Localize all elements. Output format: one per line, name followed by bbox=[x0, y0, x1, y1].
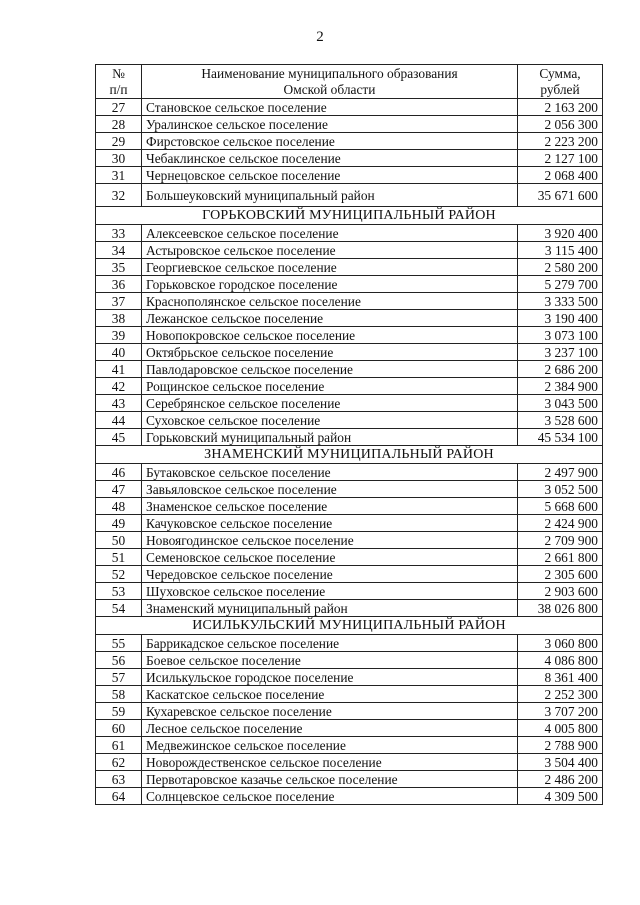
table-row bbox=[96, 259, 603, 276]
row-number: 61 bbox=[96, 737, 142, 754]
amount: 3 052 500 bbox=[518, 481, 603, 498]
municipality-name: Краснополянское сельское поселение bbox=[142, 293, 518, 310]
row-number: 47 bbox=[96, 481, 142, 498]
row-number: 62 bbox=[96, 754, 142, 771]
row-number: 41 bbox=[96, 361, 142, 378]
table-row bbox=[96, 361, 603, 378]
amount: 35 671 600 bbox=[518, 184, 603, 207]
table-row bbox=[96, 635, 603, 652]
amount: 2 686 200 bbox=[518, 361, 603, 378]
row-number: 40 bbox=[96, 344, 142, 361]
page-number: 2 bbox=[316, 29, 324, 45]
amount: 3 060 800 bbox=[518, 635, 603, 652]
table-row bbox=[96, 600, 603, 617]
municipality-name: Знаменское сельское поселение bbox=[142, 498, 518, 515]
municipality-name: Новорождественское сельское поселение bbox=[142, 754, 518, 771]
amount: 3 190 400 bbox=[518, 310, 603, 327]
table-row bbox=[96, 116, 603, 133]
row-number: 51 bbox=[96, 549, 142, 566]
municipality-name: Суховское сельское поселение bbox=[142, 412, 518, 429]
amount: 45 534 100 bbox=[518, 429, 603, 446]
row-number: 36 bbox=[96, 276, 142, 293]
row-number: 43 bbox=[96, 395, 142, 412]
row-number: 57 bbox=[96, 669, 142, 686]
municipality-name: Новопокровское сельское поселение bbox=[142, 327, 518, 344]
municipality-name: Завьяловское сельское поселение bbox=[142, 481, 518, 498]
table-row bbox=[96, 276, 603, 293]
table-row bbox=[96, 754, 603, 771]
table-row bbox=[96, 378, 603, 395]
municipality-name: Уралинское сельское поселение bbox=[142, 116, 518, 133]
row-number: 63 bbox=[96, 771, 142, 788]
amount: 2 788 900 bbox=[518, 737, 603, 754]
amount: 5 668 600 bbox=[518, 498, 603, 515]
section-title: ЗНАМЕНСКИЙ МУНИЦИПАЛЬНЫЙ РАЙОН bbox=[96, 446, 603, 464]
amount: 2 163 200 bbox=[518, 99, 603, 116]
municipality-name: Новоягодинское сельское поселение bbox=[142, 532, 518, 549]
amount: 3 333 500 bbox=[518, 293, 603, 310]
municipality-name: Баррикадское сельское поселение bbox=[142, 635, 518, 652]
amount: 2 486 200 bbox=[518, 771, 603, 788]
row-number: 33 bbox=[96, 225, 142, 242]
municipality-name: Бутаковское сельское поселение bbox=[142, 464, 518, 481]
municipality-name: Первотаровское казачье сельское поселение bbox=[142, 771, 518, 788]
amount: 2 661 800 bbox=[518, 549, 603, 566]
amount: 3 707 200 bbox=[518, 703, 603, 720]
row-number: 52 bbox=[96, 566, 142, 583]
amount: 2 056 300 bbox=[518, 116, 603, 133]
amount: 3 237 100 bbox=[518, 344, 603, 361]
amount: 2 252 300 bbox=[518, 686, 603, 703]
table-row bbox=[96, 150, 603, 167]
table-row bbox=[96, 99, 603, 116]
row-number: 56 bbox=[96, 652, 142, 669]
amount: 2 223 200 bbox=[518, 133, 603, 150]
municipality-name: Чернецовское сельское поселение bbox=[142, 167, 518, 184]
municipality-name: Фирстовское сельское поселение bbox=[142, 133, 518, 150]
amount: 3 043 500 bbox=[518, 395, 603, 412]
table-header bbox=[96, 65, 603, 99]
municipality-name: Лесное сельское поселение bbox=[142, 720, 518, 737]
amount: 3 504 400 bbox=[518, 754, 603, 771]
table-row bbox=[96, 395, 603, 412]
header-name bbox=[142, 65, 518, 99]
amount: 2 497 900 bbox=[518, 464, 603, 481]
municipality-name: Каскатское сельское поселение bbox=[142, 686, 518, 703]
row-number: 37 bbox=[96, 293, 142, 310]
table-row bbox=[96, 344, 603, 361]
table-row bbox=[96, 566, 603, 583]
municipality-name: Становское сельское поселение bbox=[142, 99, 518, 116]
amount: 4 005 800 bbox=[518, 720, 603, 737]
header-sum-line1: Сумма, bbox=[539, 65, 581, 81]
row-number: 39 bbox=[96, 327, 142, 344]
table-row bbox=[96, 669, 603, 686]
table-row bbox=[96, 583, 603, 600]
table-row bbox=[96, 481, 603, 498]
table-row bbox=[96, 310, 603, 327]
row-number: 58 bbox=[96, 686, 142, 703]
municipality-name: Октябрьское сельское поселение bbox=[142, 344, 518, 361]
table-row bbox=[96, 242, 603, 259]
table-row bbox=[96, 225, 603, 242]
amount: 3 115 400 bbox=[518, 242, 603, 259]
amount: 3 073 100 bbox=[518, 327, 603, 344]
row-number: 45 bbox=[96, 429, 142, 446]
row-number: 44 bbox=[96, 412, 142, 429]
header-number-line1: № bbox=[112, 65, 125, 81]
table-row bbox=[96, 167, 603, 184]
row-number: 55 bbox=[96, 635, 142, 652]
table-row bbox=[96, 327, 603, 344]
row-number: 31 bbox=[96, 167, 142, 184]
amount: 2 068 400 bbox=[518, 167, 603, 184]
table-row bbox=[96, 549, 603, 566]
row-number: 59 bbox=[96, 703, 142, 720]
municipality-name: Семеновское сельское поселение bbox=[142, 549, 518, 566]
budget-table bbox=[95, 64, 603, 805]
municipality-name: Горьковский муниципальный район bbox=[142, 429, 518, 446]
header-number-line2: п/п bbox=[109, 81, 128, 97]
table-row bbox=[96, 464, 603, 481]
amount: 3 920 400 bbox=[518, 225, 603, 242]
municipality-name: Алексеевское сельское поселение bbox=[142, 225, 518, 242]
amount: 2 127 100 bbox=[518, 150, 603, 167]
table-row bbox=[96, 788, 603, 805]
row-number: 29 bbox=[96, 133, 142, 150]
table-row bbox=[96, 737, 603, 754]
table-row bbox=[96, 293, 603, 310]
header-number bbox=[96, 65, 142, 99]
amount: 4 086 800 bbox=[518, 652, 603, 669]
amount: 2 580 200 bbox=[518, 259, 603, 276]
table-row bbox=[96, 133, 603, 150]
row-number: 38 bbox=[96, 310, 142, 327]
municipality-name: Медвежинское сельское поселение bbox=[142, 737, 518, 754]
table-row bbox=[96, 412, 603, 429]
amount: 2 424 900 bbox=[518, 515, 603, 532]
amount: 2 709 900 bbox=[518, 532, 603, 549]
row-number: 64 bbox=[96, 788, 142, 805]
table-row bbox=[96, 532, 603, 549]
table-body bbox=[96, 99, 603, 805]
table-row bbox=[96, 703, 603, 720]
row-number: 28 bbox=[96, 116, 142, 133]
municipality-name: Солнцевское сельское поселение bbox=[142, 788, 518, 805]
section-header-row bbox=[96, 446, 603, 464]
table-row bbox=[96, 686, 603, 703]
table-row bbox=[96, 771, 603, 788]
table-row bbox=[96, 515, 603, 532]
section-header-row bbox=[96, 207, 603, 225]
amount: 38 026 800 bbox=[518, 600, 603, 617]
row-number: 49 bbox=[96, 515, 142, 532]
row-number: 34 bbox=[96, 242, 142, 259]
table-row bbox=[96, 498, 603, 515]
amount: 3 528 600 bbox=[518, 412, 603, 429]
amount: 4 309 500 bbox=[518, 788, 603, 805]
table-row bbox=[96, 652, 603, 669]
row-number: 30 bbox=[96, 150, 142, 167]
municipality-name: Шуховское сельское поселение bbox=[142, 583, 518, 600]
row-number: 35 bbox=[96, 259, 142, 276]
row-number: 27 bbox=[96, 99, 142, 116]
amount: 2 384 900 bbox=[518, 378, 603, 395]
municipality-name: Лежанское сельское поселение bbox=[142, 310, 518, 327]
municipality-name: Большеуковский муниципальный район bbox=[142, 184, 518, 207]
row-number: 53 bbox=[96, 583, 142, 600]
municipality-name: Георгиевское сельское поселение bbox=[142, 259, 518, 276]
municipality-name: Исилькульское городское поселение bbox=[142, 669, 518, 686]
header-row bbox=[96, 65, 603, 99]
municipality-name: Боевое сельское поселение bbox=[142, 652, 518, 669]
municipality-name: Чебаклинское сельское поселение bbox=[142, 150, 518, 167]
amount: 8 361 400 bbox=[518, 669, 603, 686]
header-sum-line2: рублей bbox=[540, 81, 580, 97]
section-header-row bbox=[96, 617, 603, 635]
row-number: 42 bbox=[96, 378, 142, 395]
municipality-name: Горьковское городское поселение bbox=[142, 276, 518, 293]
amount: 5 279 700 bbox=[518, 276, 603, 293]
table-row bbox=[96, 720, 603, 737]
amount: 2 903 600 bbox=[518, 583, 603, 600]
municipality-name: Кухаревское сельское поселение bbox=[142, 703, 518, 720]
section-title: ГОРЬКОВСКИЙ МУНИЦИПАЛЬНЫЙ РАЙОН bbox=[96, 207, 603, 225]
table-row bbox=[96, 429, 603, 446]
table-row bbox=[96, 184, 603, 207]
row-number: 46 bbox=[96, 464, 142, 481]
header-name-line1: Наименование муниципального образования bbox=[201, 65, 458, 81]
row-number: 60 bbox=[96, 720, 142, 737]
municipality-name: Чередовское сельское поселение bbox=[142, 566, 518, 583]
municipality-name: Рощинское сельское поселение bbox=[142, 378, 518, 395]
section-title: ИСИЛЬКУЛЬСКИЙ МУНИЦИПАЛЬНЫЙ РАЙОН bbox=[96, 617, 603, 635]
amount: 2 305 600 bbox=[518, 566, 603, 583]
row-number: 48 bbox=[96, 498, 142, 515]
row-number: 54 bbox=[96, 600, 142, 617]
row-number: 50 bbox=[96, 532, 142, 549]
municipality-name: Астыровское сельское поселение bbox=[142, 242, 518, 259]
header-sum bbox=[518, 65, 603, 99]
row-number: 32 bbox=[96, 184, 142, 207]
header-name-line2: Омской области bbox=[283, 81, 376, 97]
municipality-name: Серебрянское сельское поселение bbox=[142, 395, 518, 412]
municipality-name: Качуковское сельское поселение bbox=[142, 515, 518, 532]
municipality-name: Знаменский муниципальный район bbox=[142, 600, 518, 617]
municipality-name: Павлодаровское сельское поселение bbox=[142, 361, 518, 378]
